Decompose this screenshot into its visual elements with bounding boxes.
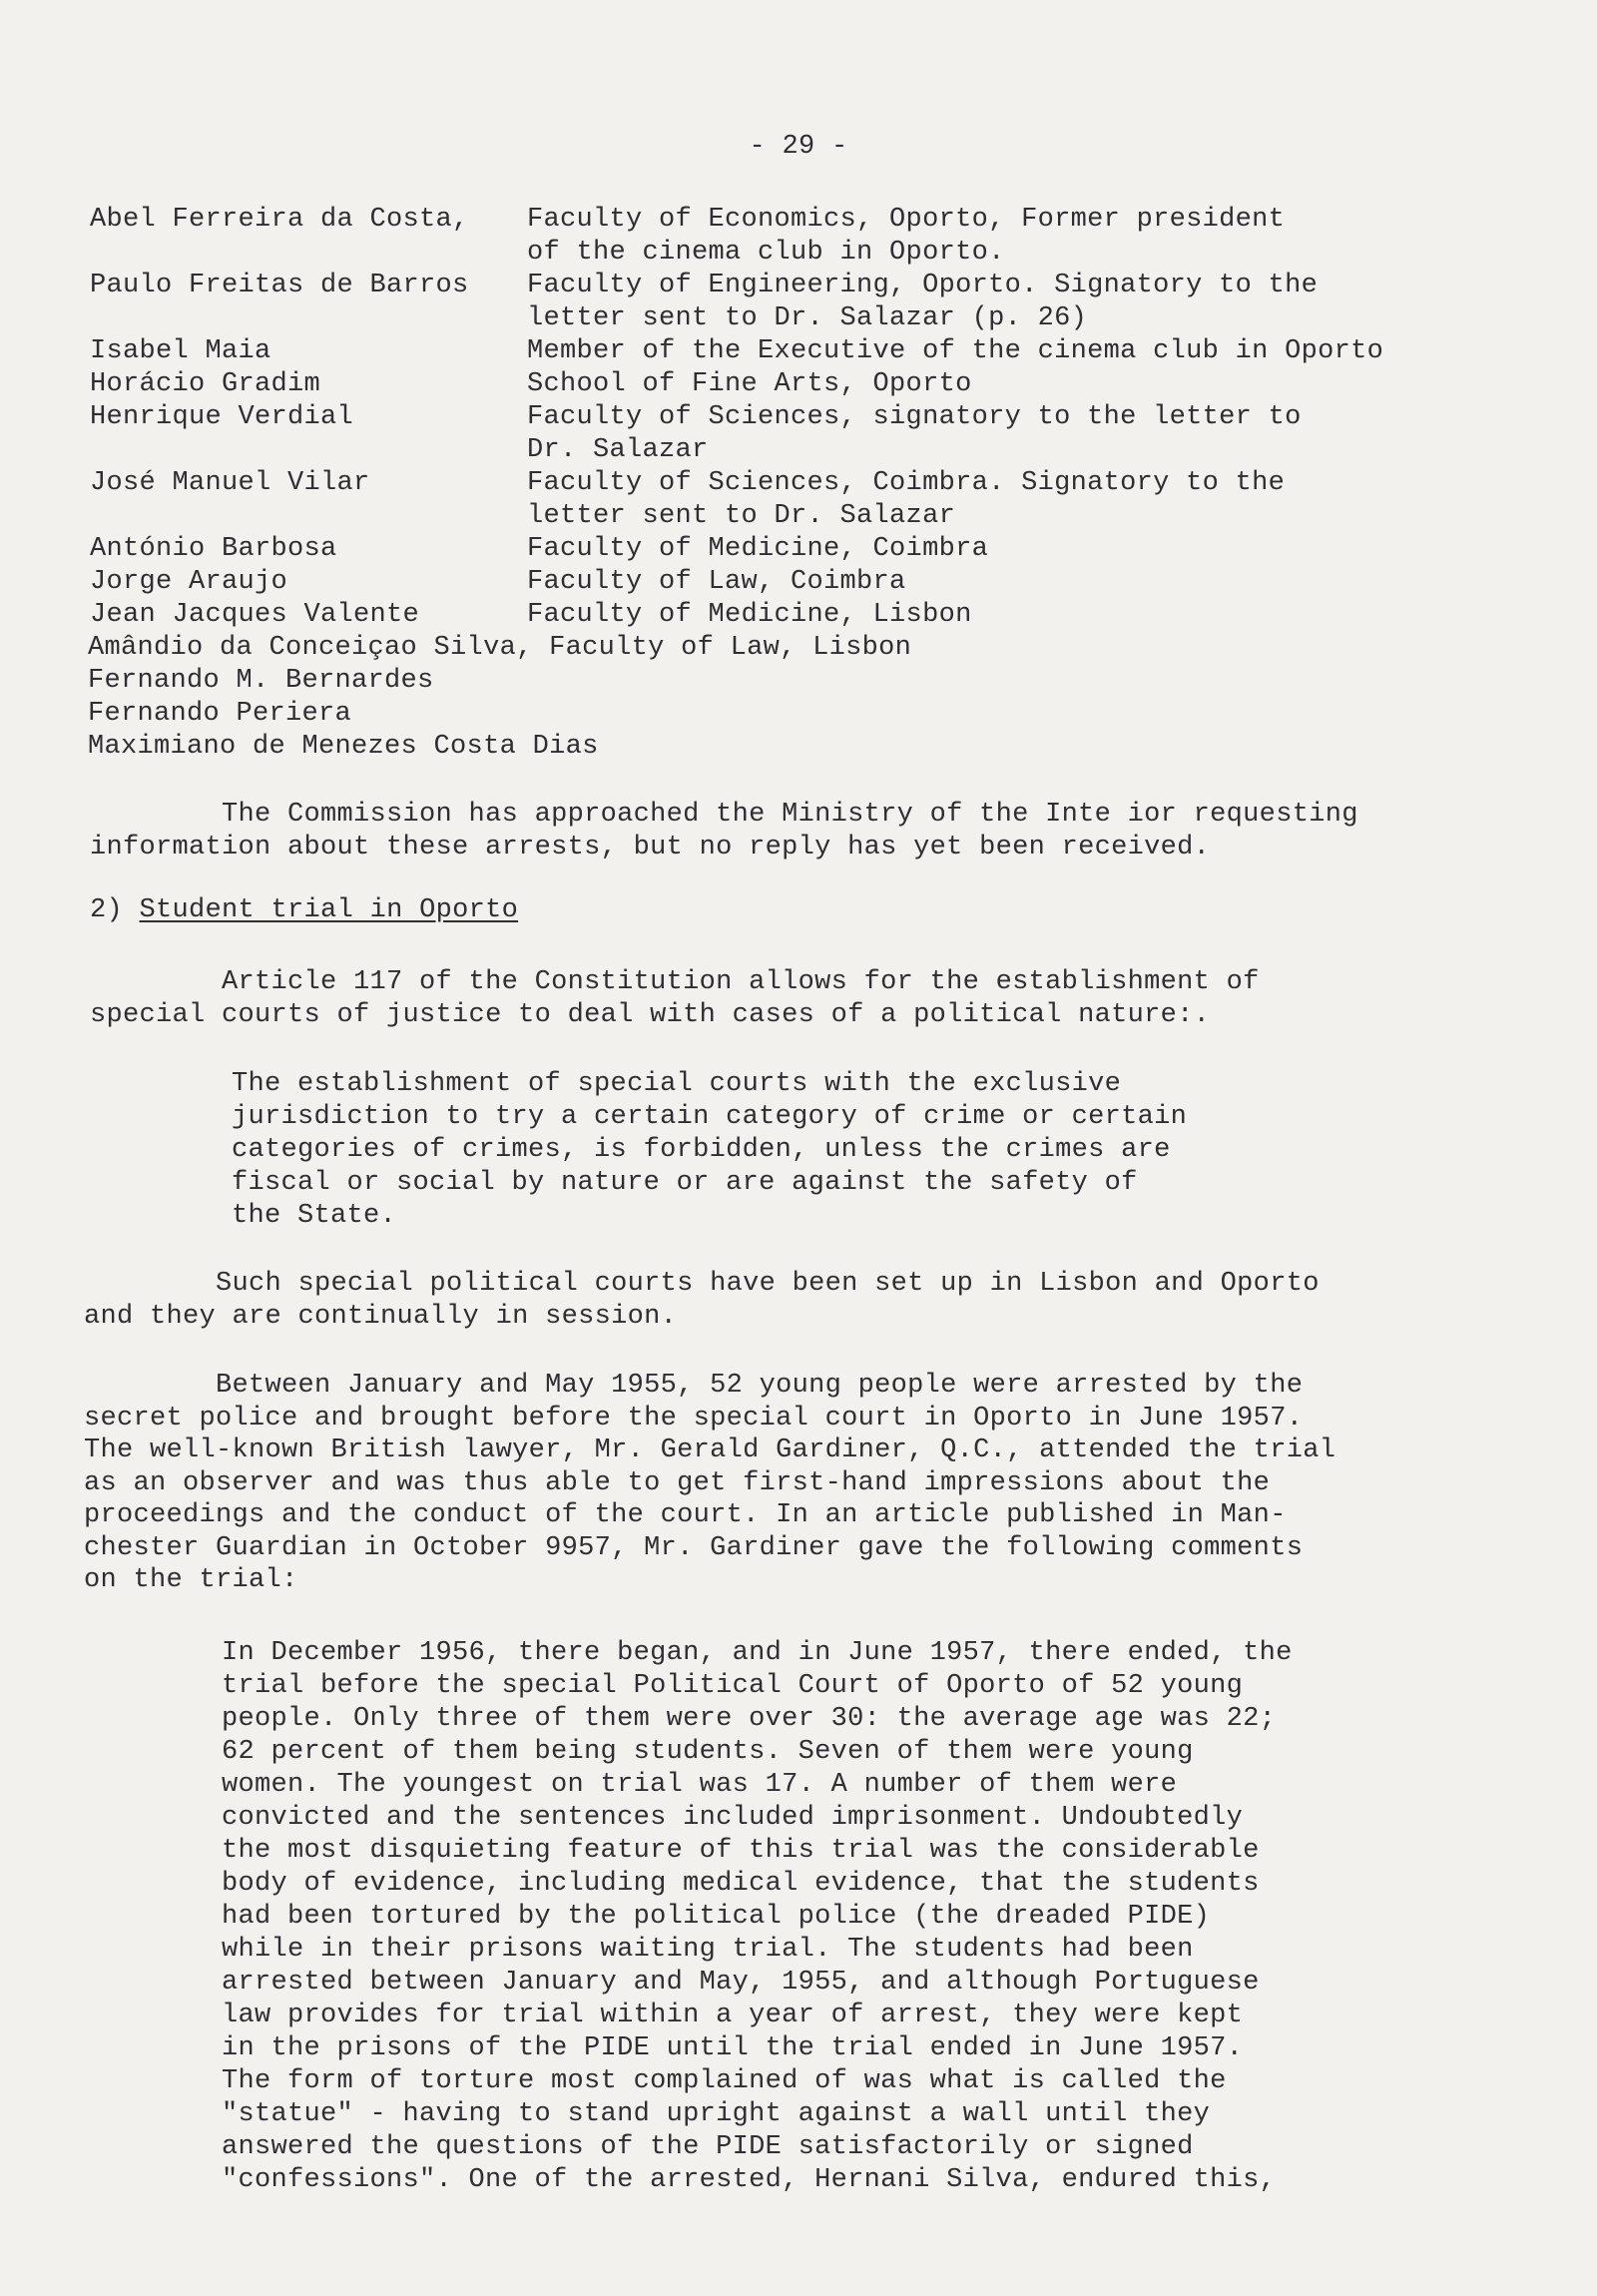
person-row xyxy=(0,565,1597,599)
person-row xyxy=(0,598,1597,632)
person-affiliation-cont: of the cinema club in Oporto. xyxy=(527,238,1005,268)
person-name: Isabel Maia xyxy=(90,336,271,366)
person-row: Maximiano de Menezes Costa Dias xyxy=(88,732,599,762)
person-affiliation: Faculty of Economics, Oporto, Former president xyxy=(527,205,1286,235)
article-paragraph: Article 117 of the Constitution allows for the establishment of special courts of justice to deal with cases of a political nature:. xyxy=(90,967,1260,1030)
person-affiliation: School of Fine Arts, Oporto xyxy=(527,369,972,399)
person-name: José Manuel Vilar xyxy=(90,468,370,498)
person-row xyxy=(0,466,1597,500)
person-affiliation: Member of the Executive of the cinema club in Oporto xyxy=(527,336,1384,366)
person-row xyxy=(0,367,1597,401)
person-affiliation: Faculty of Sciences, signatory to the letter to xyxy=(527,402,1302,432)
person-affiliation: Faculty of Engineering, Oporto. Signatory to the xyxy=(527,271,1319,300)
person-affiliation-cont: Dr. Salazar xyxy=(527,435,709,465)
special-courts-paragraph: Such special political courts have been set up in Lisbon and Oporto and they are continually in session. xyxy=(84,1269,1320,1332)
person-row: Amândio da Conceiçao Silva, Faculty of Law, Lisbon xyxy=(88,633,912,663)
person-name: Horácio Gradim xyxy=(90,369,321,399)
person-row xyxy=(0,203,1597,237)
person-affiliation: Faculty of Medicine, Lisbon xyxy=(527,600,972,630)
constitution-quote: The establishment of special courts with the exclusive jurisdiction to try a certain category of crime or certain categories of crimes, is forbidden, unless the crimes are fiscal or social by nature or are against the safety of the State. xyxy=(232,1069,1188,1231)
section-number: 2) xyxy=(90,895,124,925)
person-name: Jean Jacques Valente xyxy=(90,600,420,630)
section-title: Student trial in Oporto xyxy=(139,895,519,925)
person-name: Henrique Verdial xyxy=(90,402,354,432)
person-name: Paulo Freitas de Barros xyxy=(90,271,469,300)
person-name: António Barbosa xyxy=(90,534,337,564)
gardiner-quote: In December 1956, there began, and in June 1957, there ended, the trial before the special Political Court of Oporto of 52 young people. Only three of them were over 30: the average age was 22; 62 percent of them being students. Seven of them were young women. The youngest on trial was 17. A number of them were convicted and the sentences included imprisonment. Undoubtedly the most disquieting feature of this trial was the considerable body of evidence, including medical evidence, that the students had been tortured by the political police (the dreaded PIDE) while in their prisons waiting trial. The students had been arrested between January and May, 1955, and although Portuguese law provides for trial within a year of arrest, they were kept in the prisons of the PIDE until the trial ended in June 1957. The form of torture most complained of was what is called the "statue" - having to stand upright against a wall until they answered the questions of the PIDE satisfactorily or signed "confessions". One of the arrested, Hernani Silva, endured this, xyxy=(222,1638,1293,2195)
person-row xyxy=(0,269,1597,302)
person-name: Jorge Araujo xyxy=(90,567,288,597)
gardiner-paragraph: Between January and May 1955, 52 young people were arrested by the secret police and brought before the special court in Oporto in June 1957. The well-known British lawyer, Mr. Gerald Gardiner, Q.C., attended the trial as an observer and was thus able to get first-hand impressions about the proceedings and the conduct of the court. In an article published in Man- chester Guardian in October 9957, Mr. Gardiner gave the following comments on the trial: xyxy=(84,1371,1336,1595)
person-affiliation-cont: letter sent to Dr. Salazar (p. 26) xyxy=(527,303,1088,333)
person-name: Abel Ferreira da Costa, xyxy=(90,205,469,235)
person-row: Fernando M. Bernardes xyxy=(88,666,434,696)
person-row xyxy=(0,334,1597,368)
commission-paragraph: The Commission has approached the Ministry of the Inte ior requesting information about these arrests, but no reply has yet been received. xyxy=(90,800,1358,862)
person-row: Fernando Periera xyxy=(88,699,352,729)
page-number: - 29 - xyxy=(749,132,848,162)
person-affiliation-cont: letter sent to Dr. Salazar xyxy=(527,501,956,531)
person-row xyxy=(0,532,1597,566)
person-affiliation: Faculty of Law, Coimbra xyxy=(527,567,906,597)
section-heading xyxy=(90,895,518,925)
person-affiliation: Faculty of Medicine, Coimbra xyxy=(527,534,989,564)
person-row xyxy=(0,400,1597,434)
person-affiliation: Faculty of Sciences, Coimbra. Signatory to the xyxy=(527,468,1286,498)
